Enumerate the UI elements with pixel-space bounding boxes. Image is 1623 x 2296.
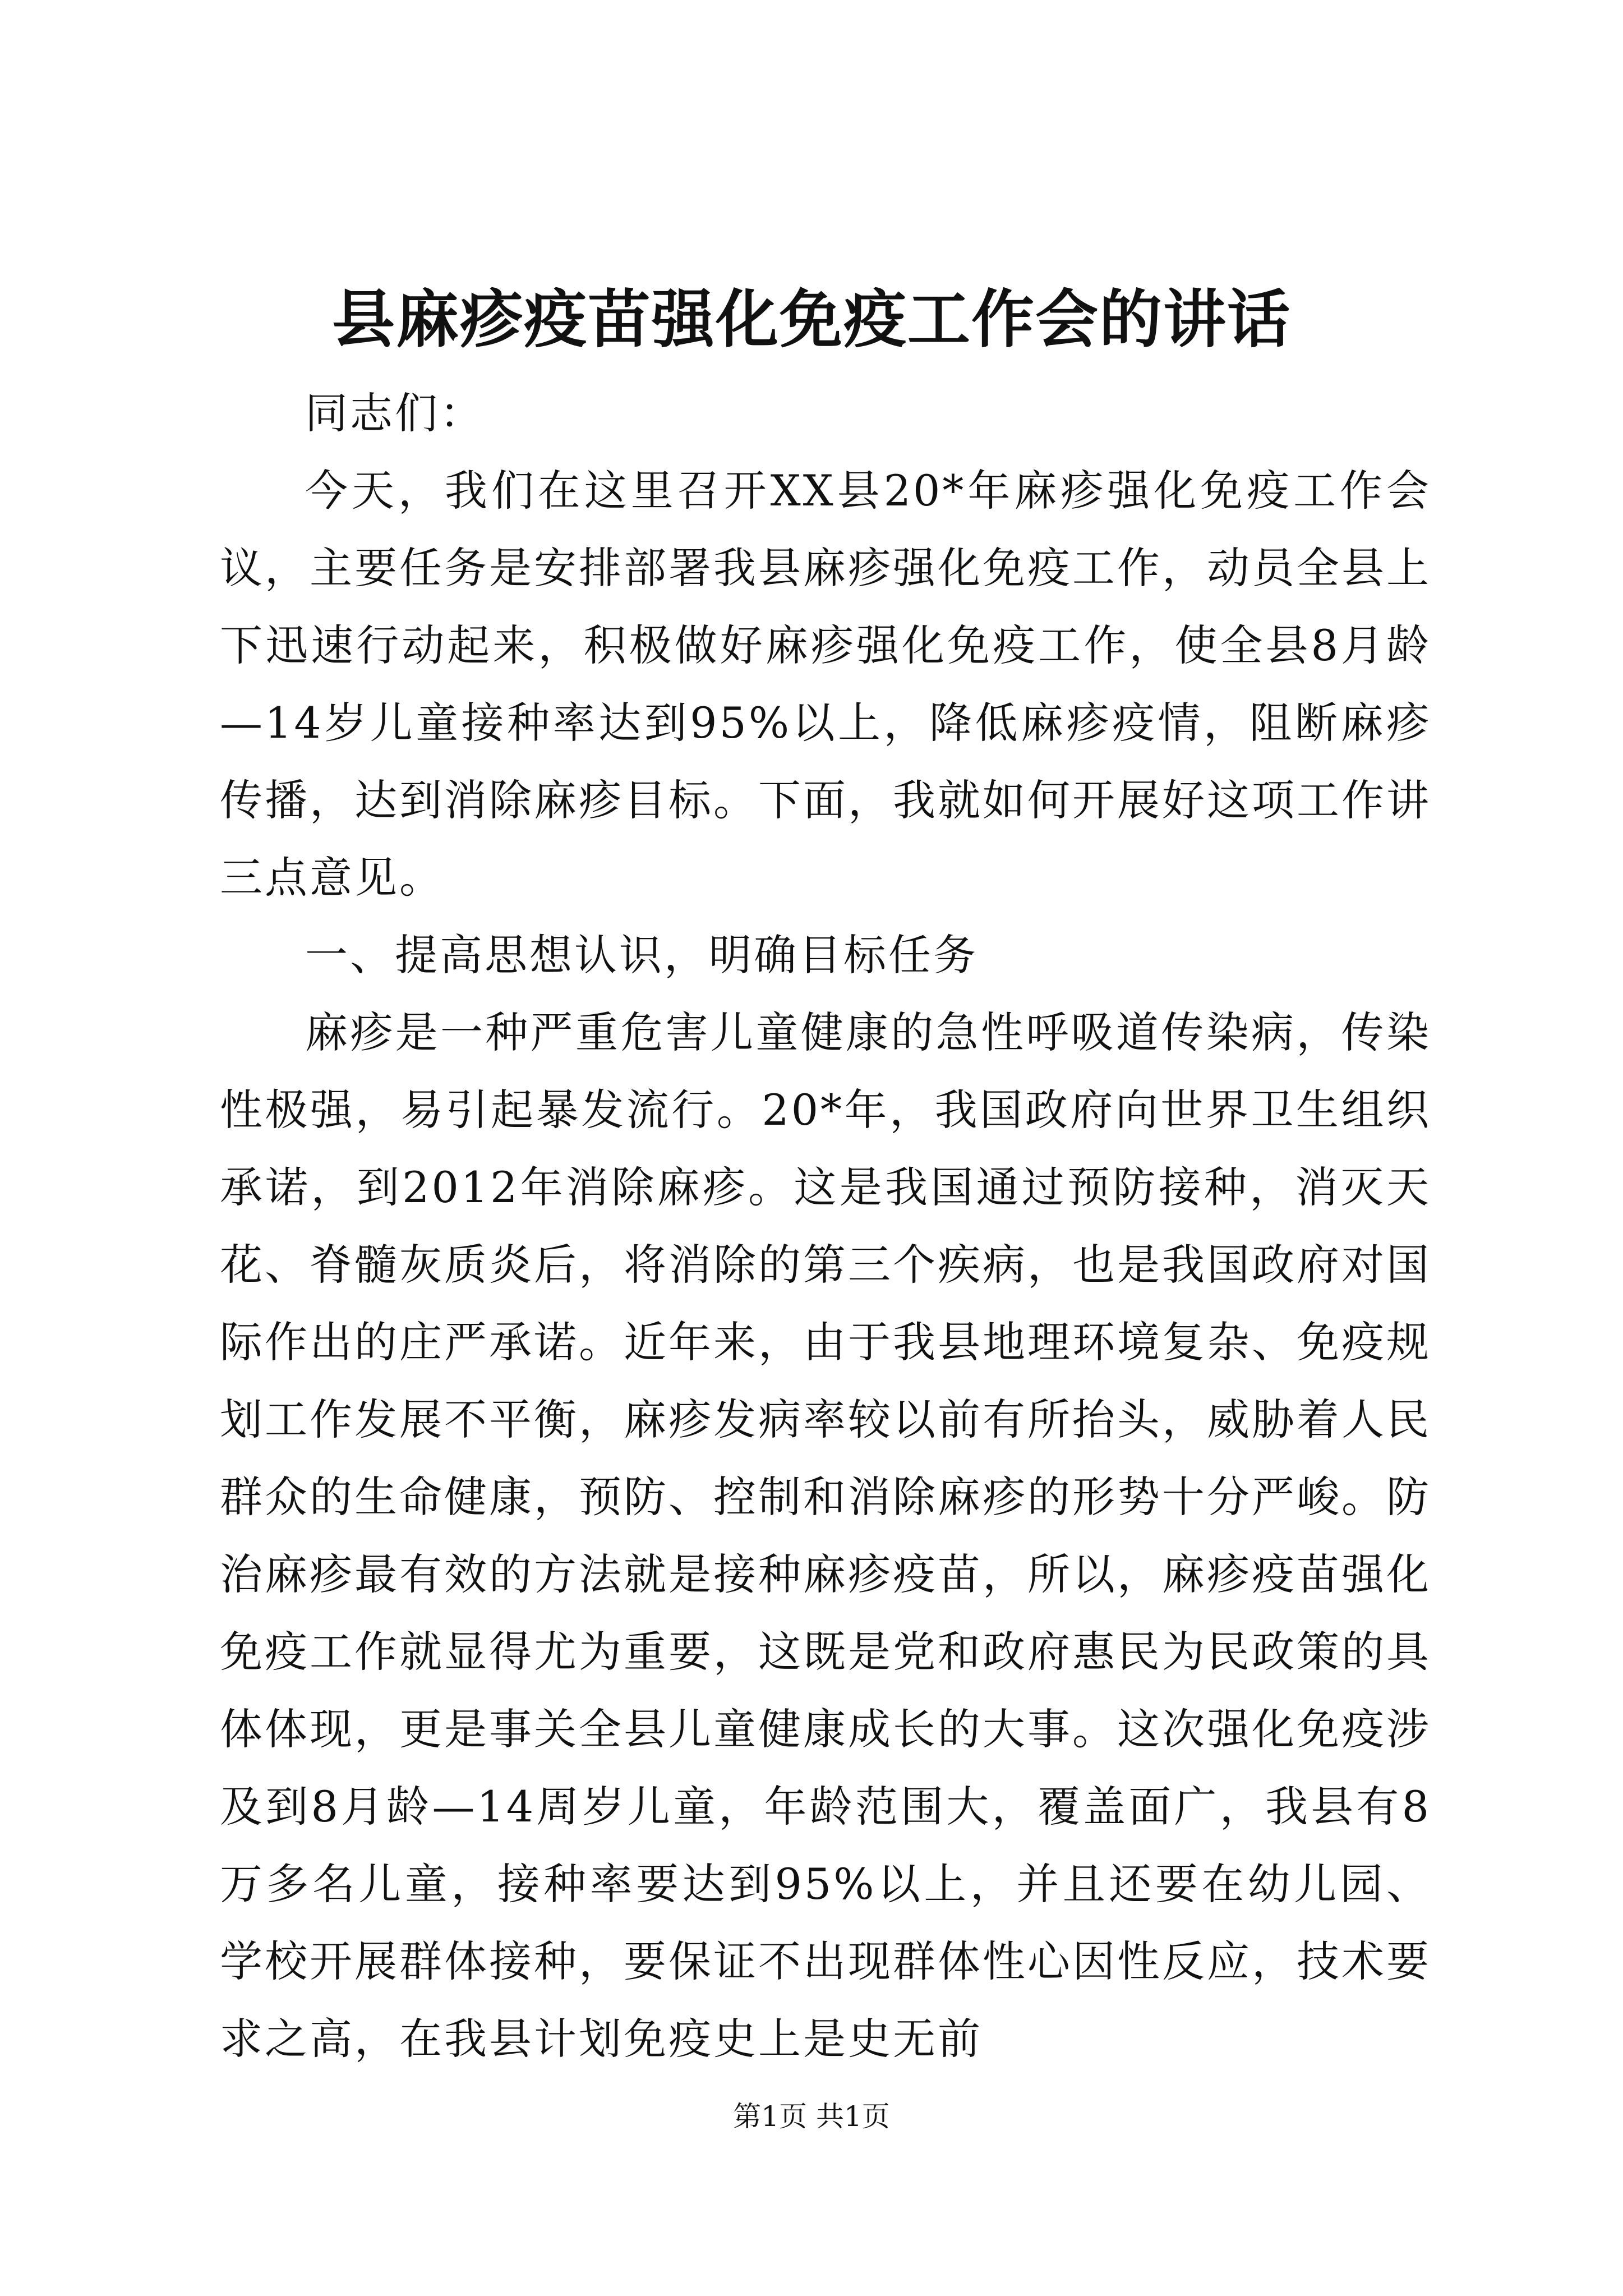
section-heading-1: 一、提高思想认识，明确目标任务 (305, 930, 978, 980)
document-body (220, 375, 1431, 2078)
salutation: 同志们： (305, 388, 485, 438)
paragraph-1: 今天，我们在这里召开XX县20*年麻疹强化免疫工作会议，主要任务是安排部署我县麻疹强化免疫工作，动员全县上下迅速行动起来，积极做好麻疹强化免疫工作，使全县8月龄—14岁儿童接种率达到95%以上，降低麻疹疫情，阻断麻疹传播，达到消除麻疹目标。下面，我就如何开展好这项工作讲三点意见。 (220, 466, 1431, 903)
document-title: 县麻疹疫苗强化免疫工作会的讲话 (332, 283, 1291, 356)
paragraph-2: 麻疹是一种严重危害儿童健康的急性呼吸道传染病，传染性极强，易引起暴发流行。20*年，我国政府向世界卫生组织承诺，到2012年消除麻疹。这是我国通过预防接种，消灭天花、脊髓灰质炎后，将消除的第三个疾病，也是我国政府对国际作出的庄严承诺。近年来，由于我县地理环境复杂、免疫规划工作发展不平衡，麻疹发病率较以前有所抬头，威胁着人民群众的生命健康，预防、控制和消除麻疹的形势十分严峻。防治麻疹最有效的方法就是接种麻疹疫苗，所以，麻疹疫苗强化免疫工作就显得尤为重要，这既是党和政府惠民为民政策的具体体现，更是事关全县儿童健康成长的大事。这次强化免疫涉及到8月龄—14周岁儿童，年龄范围大，覆盖面广，我县有8万多名儿童，接种率要达到95%以上，并且还要在幼儿园、学校开展群体接种，要保证不出现群体性心因性反应，技术要求之高，在我县计划免疫史上是史无前 (220, 1007, 1431, 2064)
page-footer: 第1页 共1页 (733, 2100, 890, 2133)
